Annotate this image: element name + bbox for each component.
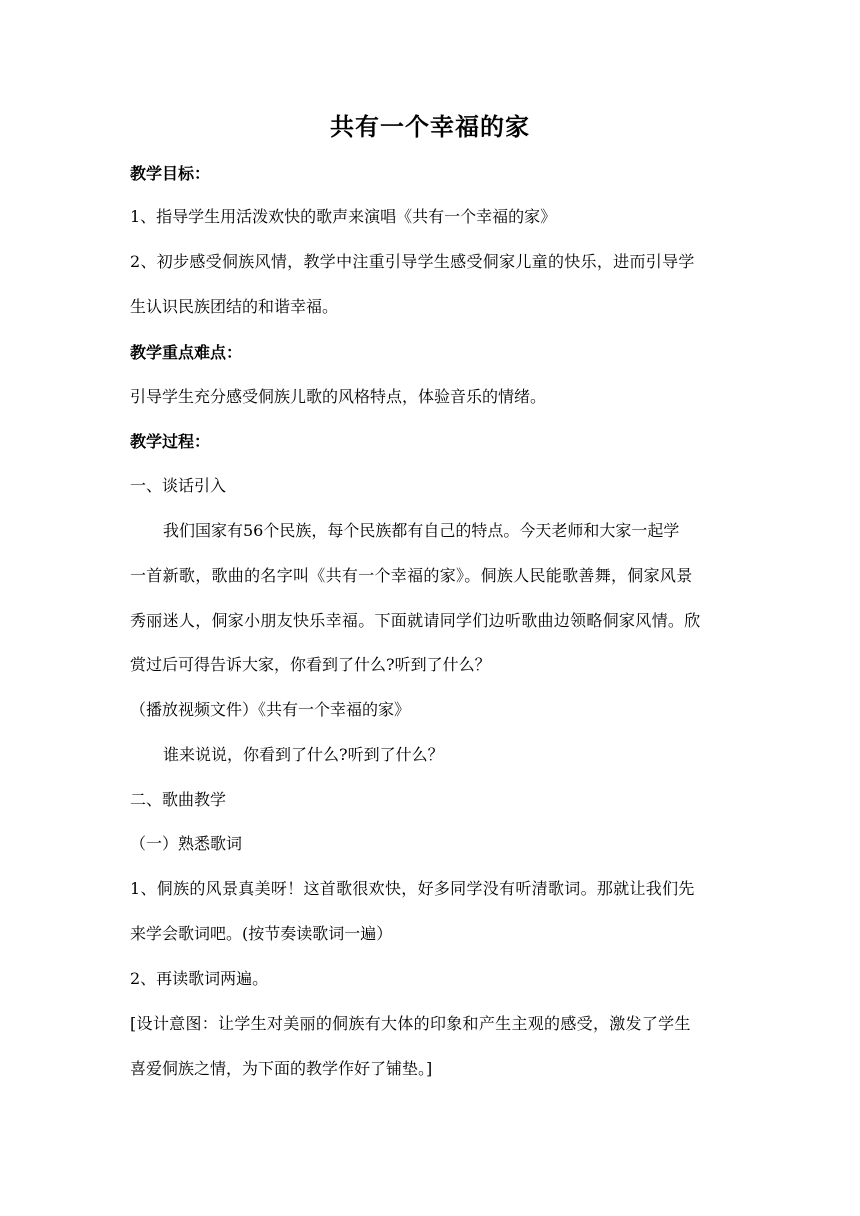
lyrics-step-1-line-1: 1、侗族的风景真美呀！这首歌很欢快，好多同学没有听清歌词。那就让我们先 xyxy=(130,879,695,898)
goal-2-line-2: 生认识民族团结的和谐幸福。 xyxy=(130,297,339,316)
heading-teaching-goals: 教学目标： xyxy=(130,164,211,183)
discussion-prompt: 谁来说说，你看到了什么?听到了什么？ xyxy=(163,745,444,764)
subsection-lyrics-heading: （一）熟悉歌词 xyxy=(130,834,243,853)
intro-paragraph-line-4: 赏过后可得告诉大家，你看到了什么?听到了什么？ xyxy=(130,655,491,674)
play-video-note: （播放视频文件）《共有一个幸福的家》 xyxy=(130,700,411,719)
document-title: 共有一个幸福的家 xyxy=(330,112,530,141)
design-intent-line-1: [设计意图：让学生对美丽的侗族有大体的印象和产生主观的感受，激发了学生 xyxy=(130,1014,691,1033)
lyrics-step-1-line-2: 来学会歌词吧。(按节奏读歌词一遍） xyxy=(130,924,393,943)
section-2-heading: 二、歌曲教学 xyxy=(130,790,227,809)
intro-paragraph-line-2: 一首新歌，歌曲的名字叫《共有一个幸福的家》。侗族人民能歌善舞，侗家风景 xyxy=(130,566,693,585)
goal-1: 1、指导学生用活泼欢快的歌声来演唱《共有一个幸福的家》 xyxy=(130,207,557,226)
design-intent-line-2: 喜爱侗族之情，为下面的教学作好了铺垫。] xyxy=(130,1059,433,1078)
heading-key-points: 教学重点难点： xyxy=(130,343,243,362)
intro-paragraph-line-3: 秀丽迷人，侗家小朋友快乐幸福。下面就请同学们边听歌曲边领略侗家风情。欣 xyxy=(130,611,701,630)
heading-teaching-process: 教学过程： xyxy=(130,432,211,451)
key-points-text: 引导学生充分感受侗族儿歌的风格特点，体验音乐的情绪。 xyxy=(130,387,547,406)
intro-paragraph-line-1: 我们国家有56个民族，每个民族都有自己的特点。今天老师和大家一起学 xyxy=(163,521,680,540)
lyrics-step-2: 2、再读歌词两遍。 xyxy=(130,969,269,988)
goal-2-line-1: 2、初步感受侗族风情，教学中注重引导学生感受侗家儿童的快乐，进而引导学 xyxy=(130,252,695,271)
section-1-heading: 一、谈话引入 xyxy=(130,476,227,495)
